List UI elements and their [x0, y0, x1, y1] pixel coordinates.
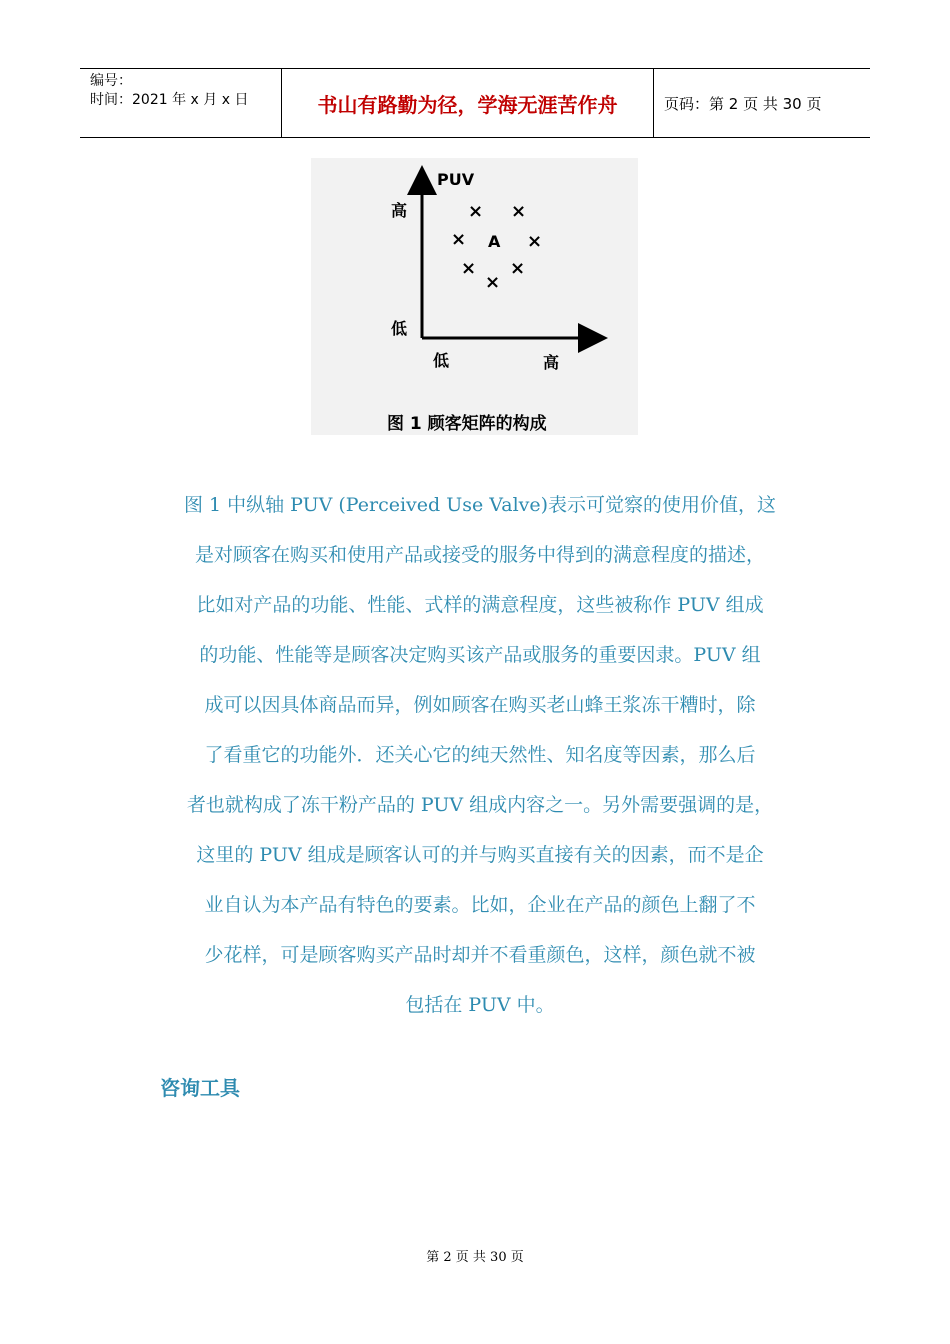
marker-x: ×: [451, 229, 467, 250]
header-left-cell: [80, 69, 282, 137]
figure-caption: 图 1 顾客矩阵的构成: [387, 414, 547, 434]
paragraph-line: 图 1 中纵轴 PUV (Perceived Use Valve)表示可觉察的使用价值，这: [183, 494, 777, 516]
motto: 书山有路勤为径，学海无涯苦作舟: [282, 69, 654, 137]
paragraph-line: 是对顾客在购买和使用产品或接受的服务中得到的满意程度的描述，: [194, 544, 765, 566]
paragraph-line: 成可以因具体商品而异，例如顾客在购买老山蜂王浆冻干糟时，除: [204, 694, 756, 716]
paragraph-line: 者也就构成了冻干粉产品的 PUV 组成内容之一。另外需要强调的是，: [186, 794, 774, 816]
body-paragraph: [140, 480, 820, 1030]
marker-x: ×: [527, 231, 543, 252]
paragraph-line: 少花样，可是顾客购买产品时却并不看重颜色，这样，颜色就不被: [204, 944, 756, 966]
paragraph-line: 这里的 PUV 组成是顾客认可的并与购买直接有关的因素，而不是企: [196, 844, 764, 866]
marker-x: ×: [461, 258, 477, 279]
marker-x: ×: [468, 201, 484, 222]
y-high-label: 高: [391, 201, 408, 220]
customer-matrix-figure: [311, 158, 638, 435]
page-footer: 第 2 页 共 30 页: [426, 1250, 524, 1265]
y-axis-label: PUV: [437, 170, 475, 189]
paragraph-line: 包括在 PUV 中。: [405, 994, 555, 1016]
paragraph-line: 了看重它的功能外．还关心它的纯天然性、知名度等因素，那么后: [204, 744, 756, 766]
matrix-diagram: [311, 158, 638, 435]
marker-x: ×: [510, 258, 526, 279]
header-table: [80, 68, 870, 138]
number-label: 编号：: [90, 73, 132, 89]
paragraph-line: 业自认为本产品有特色的要素。比如，企业在产品的颜色上翻了不: [204, 894, 756, 916]
paragraph-line: 的功能、性能等是顾客决定购买该产品或服务的重要因隶。PUV 组: [199, 644, 761, 666]
marker-x: ×: [511, 201, 527, 222]
x-high-label: 高: [543, 353, 560, 372]
page-info: 页码：第 2 页 共 30 页: [664, 94, 822, 113]
center-label: A: [488, 232, 501, 251]
marker-x: ×: [485, 272, 501, 293]
paragraph-line: 比如对产品的功能、性能、式样的满意程度，这些被称作 PUV 组成: [196, 594, 764, 616]
x-low-label: 低: [433, 351, 450, 370]
y-low-label: 低: [391, 319, 408, 338]
time-label: 时间：2021 年 x 月 x 日: [90, 92, 249, 108]
section-title: 咨询工具: [160, 1076, 240, 1100]
